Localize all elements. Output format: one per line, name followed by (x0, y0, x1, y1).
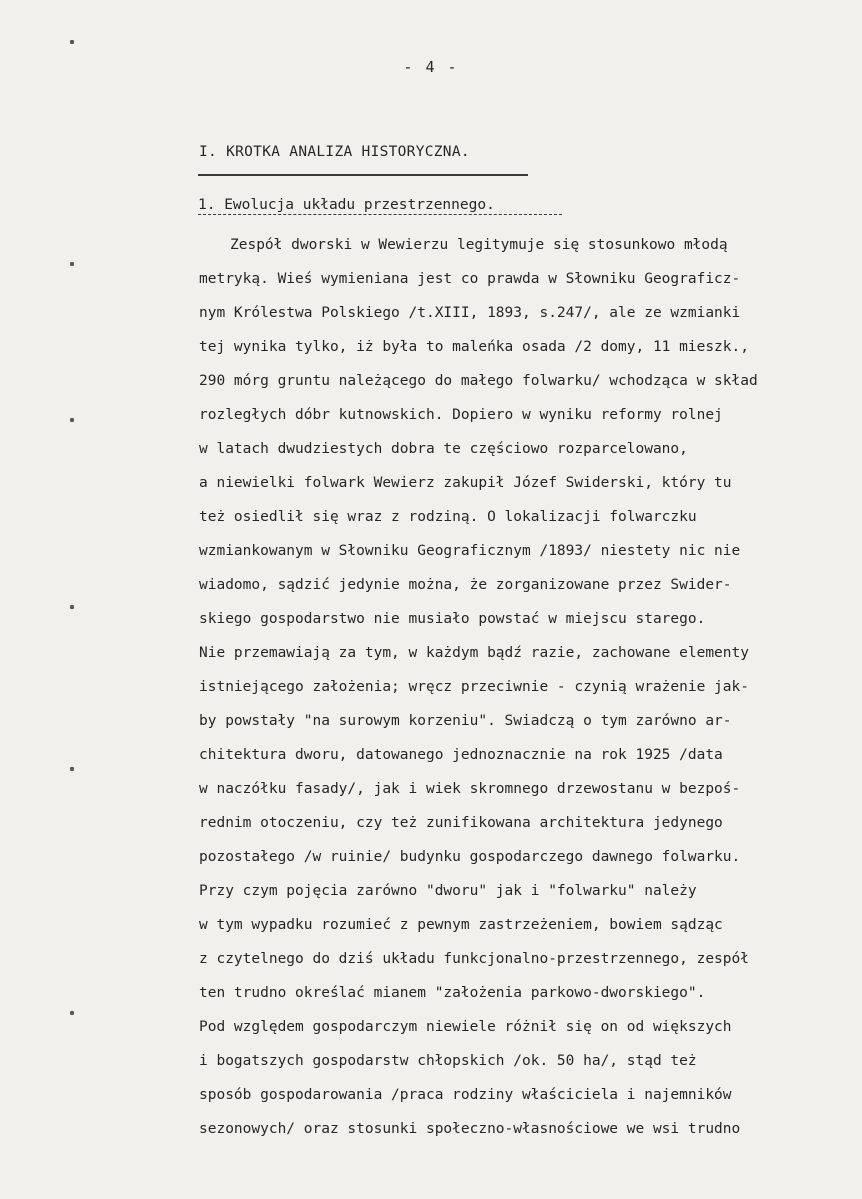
body-text-line: tej wynika tylko, iż była to maleńka osada /2 domy, 11 mieszk., (199, 339, 749, 355)
margin-punch-mark (70, 262, 74, 266)
body-text-line: Zespół dworski w Wewierzu legitymuje się stosunkowo młodą (230, 237, 728, 253)
margin-punch-mark (70, 418, 74, 422)
body-text-line: chitektura dworu, datowanego jednoznacznie na rok 1925 /data (199, 747, 723, 763)
body-text-line: sposób gospodarowania /praca rodziny właściciela i najemników (199, 1087, 732, 1103)
body-text-line: wiadomo, sądzić jedynie można, że zorganizowane przez Swider- (199, 577, 732, 593)
margin-punch-mark (70, 1011, 74, 1015)
body-text-line: istniejącego założenia; wręcz przeciwnie - czynią wrażenie jak- (199, 679, 749, 695)
section-heading-underline (198, 174, 528, 176)
body-text-line: pozostałego /w ruinie/ budynku gospodarczego dawnego folwarku. (199, 849, 741, 865)
body-text-line: a niewielki folwark Wewierz zakupił Józef Swiderski, który tu (199, 475, 732, 491)
subsection-heading-underline (198, 214, 562, 215)
body-text-line: rozległych dóbr kutnowskich. Dopiero w wyniku reformy rolnej (199, 407, 723, 423)
body-text-line: 290 mórg gruntu należącego do małego folwarku/ wchodząca w skład (199, 373, 758, 389)
margin-punch-mark (70, 605, 74, 609)
body-text-line: ten trudno określać mianem "założenia parkowo-dworskiego". (199, 985, 706, 1001)
body-text-line: metryką. Wieś wymieniana jest co prawda w Słowniku Geograficz- (199, 271, 741, 287)
margin-punch-mark (70, 767, 74, 771)
body-text-line: sezonowych/ oraz stosunki społeczno-własnościowe we wsi trudno (199, 1121, 741, 1137)
body-text-line: Nie przemawiają za tym, w każdym bądź razie, zachowane elementy (199, 645, 749, 661)
body-text-line: w naczółku fasady/, jak i wiek skromnego drzewostanu w bezpoś- (199, 781, 741, 797)
body-text-line: by powstały "na surowym korzeniu". Swiadczą o tym zarówno ar- (199, 713, 732, 729)
body-text-line: w latach dwudziestych dobra te częściowo rozparcelowano, (199, 441, 688, 457)
section-heading: I. KROTKA ANALIZA HISTORYCZNA. (199, 144, 470, 160)
subsection-heading: 1. Ewolucja układu przestrzennego. (198, 197, 495, 213)
body-text-line: Przy czym pojęcia zarówno "dworu" jak i "folwarku" należy (199, 883, 697, 899)
margin-punch-mark (70, 40, 74, 44)
body-text-line: też osiedlił się wraz z rodziną. O lokalizacji folwarczku (199, 509, 697, 525)
body-text-line: skiego gospodarstwo nie musiało powstać w miejscu starego. (199, 611, 706, 627)
body-text-line: i bogatszych gospodarstw chłopskich /ok. 50 ha/, stąd też (199, 1053, 697, 1069)
body-text-line: Pod względem gospodarczym niewiele różnił się on od większych (199, 1019, 732, 1035)
body-text-line: rednim otoczeniu, czy też zunifikowana architektura jedynego (199, 815, 723, 831)
body-text-line: z czytelnego do dziś układu funkcjonalno-przestrzennego, zespół (199, 951, 749, 967)
page-number: - 4 - (403, 58, 459, 76)
body-text-line: w tym wypadku rozumieć z pewnym zastrzeżeniem, bowiem sądząc (199, 917, 723, 933)
body-text-line: nym Królestwa Polskiego /t.XIII, 1893, s.247/, ale ze wzmianki (199, 305, 741, 321)
body-text-line: wzmiankowanym w Słowniku Geograficznym /1893/ niestety nic nie (199, 543, 741, 559)
